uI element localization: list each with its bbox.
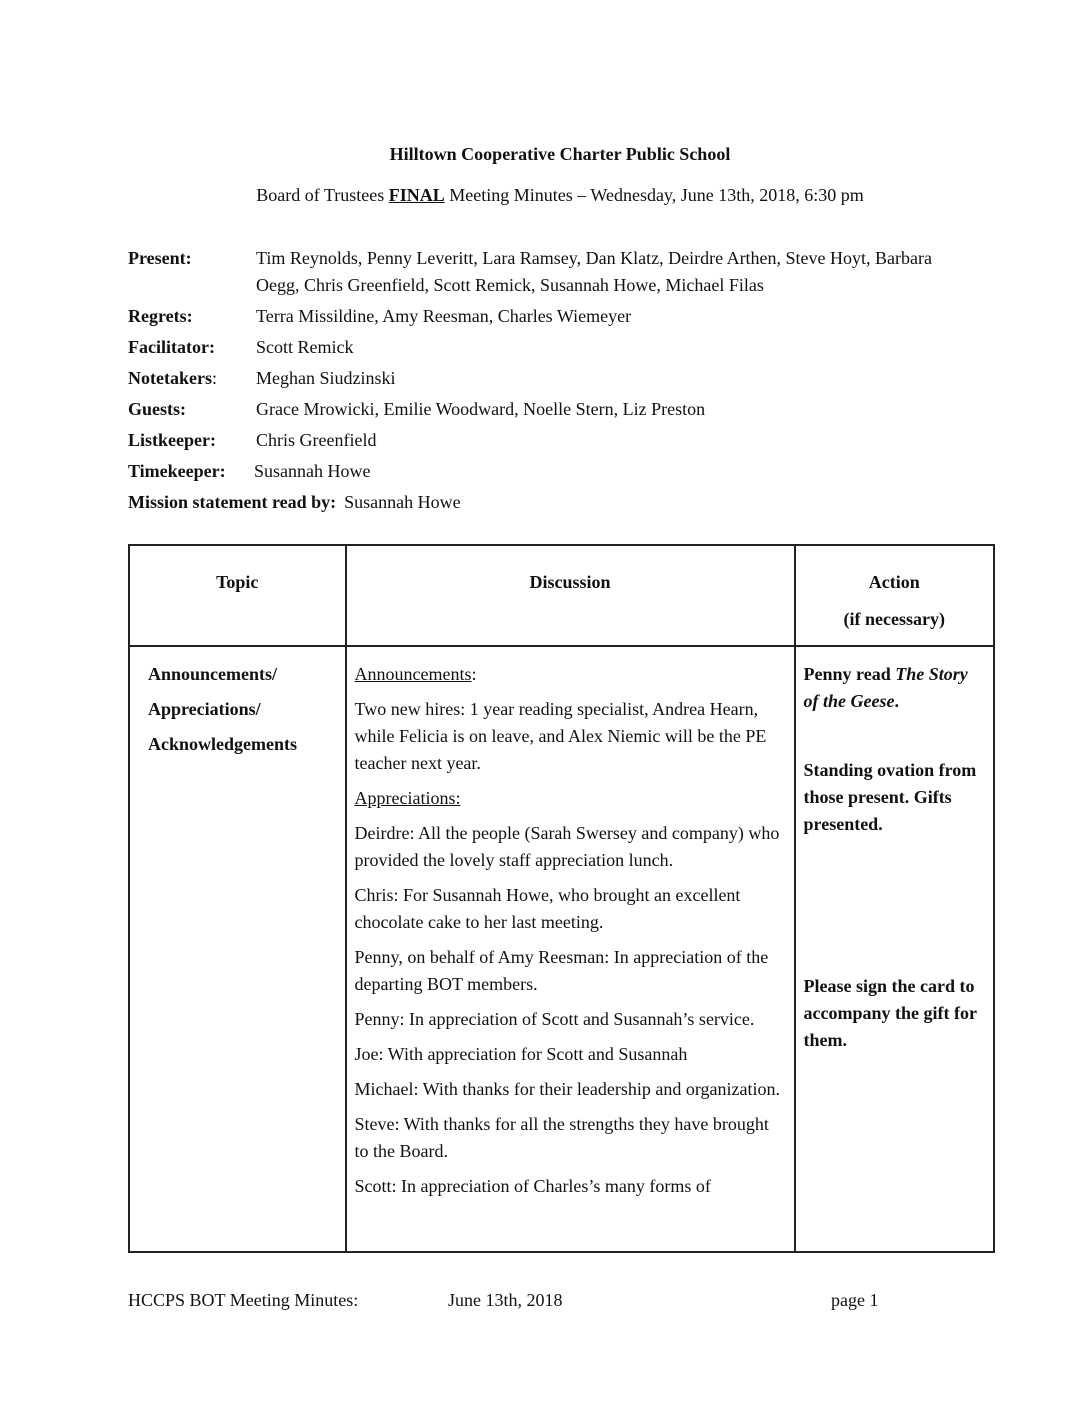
announcements-heading-text: Announcements	[354, 664, 472, 684]
present-label: Present:	[128, 248, 192, 268]
appreciation-item: Scott: In appreciation of Charles’s many forms of	[354, 1176, 711, 1196]
facilitator-row	[128, 334, 958, 361]
subtitle-suffix: Meeting Minutes – Wednesday, June 13th, 2018, 6:30 pm	[444, 185, 864, 205]
notetakers-value: Meghan Siudzinski	[256, 368, 396, 388]
meeting-subtitle	[0, 185, 1088, 206]
header-discussion	[346, 545, 795, 646]
guests-value: Grace Mrowicki, Emilie Woodward, Noelle Stern, Liz Preston	[256, 399, 706, 419]
appreciation-item: Michael: With thanks for their leadership and organization.	[354, 1079, 780, 1099]
subtitle-prefix: Board of Trustees	[256, 185, 389, 205]
regrets-label: Regrets:	[128, 306, 193, 326]
topic-cell	[129, 646, 346, 1252]
topic-line: Acknowledgements	[148, 734, 297, 754]
header-topic-label: Topic	[216, 572, 259, 592]
topic-line: Announcements/	[148, 664, 278, 684]
mission-label: Mission statement read by:	[128, 492, 337, 512]
guests-label: Guests:	[128, 399, 186, 419]
table-row	[129, 646, 994, 1252]
announcements-text: Two new hires: 1 year reading specialist, Andrea Hearn, while Felicia is on leave, and Alex Niemic will be the PE teacher next year.	[354, 699, 767, 773]
timekeeper-value: Susannah Howe	[254, 461, 371, 481]
regrets-value: Terra Missildine, Amy Reesman, Charles Wiemeyer	[256, 306, 632, 326]
listkeeper-value: Chris Greenfield	[256, 430, 377, 450]
announcements-heading	[355, 661, 786, 688]
present-value: Tim Reynolds, Penny Leveritt, Lara Ramsey, Dan Klatz, Deirdre Arthen, Steve Hoyt, Barbara Oegg, Chris Greenfield, Scott Remick, Susannah Howe, Michael Filas	[256, 248, 933, 295]
page-title: Hilltown Cooperative Charter Public School	[389, 144, 731, 164]
notetakers-row	[128, 365, 958, 392]
appreciation-item: Deirdre: All the people (Sarah Swersey and company) who provided the lovely staff appreciation lunch.	[354, 823, 780, 870]
notetakers-label-text: Notetakers	[128, 368, 212, 388]
appreciation-item: Steve: With thanks for all the strengths they have brought to the Board.	[354, 1114, 769, 1161]
appreciations-heading: Appreciations:	[354, 788, 461, 808]
action-story-reading	[804, 661, 987, 715]
final-marker: FINAL	[388, 185, 445, 205]
mission-row	[128, 489, 958, 516]
topic-line: Appreciations/	[148, 699, 261, 719]
notetakers-label	[128, 365, 256, 392]
present-row	[128, 245, 958, 299]
discussion-cell	[346, 646, 795, 1252]
footer-page-number: page 1	[831, 1290, 879, 1310]
listkeeper-row	[128, 427, 958, 454]
header-action-label: Action	[868, 572, 920, 592]
story-title: The Story of the Geese	[803, 664, 968, 711]
appreciation-item: Joe: With appreciation for Scott and Susannah	[354, 1044, 688, 1064]
listkeeper-label: Listkeeper:	[128, 430, 216, 450]
appreciation-item: Chris: For Susannah Howe, who brought an excellent chocolate cake to her last meeting.	[354, 885, 741, 932]
timekeeper-row	[128, 458, 958, 485]
header-action	[795, 545, 994, 646]
header-action-sublabel: (if necessary)	[843, 609, 945, 629]
guests-row	[128, 396, 958, 423]
action-ovation: Standing ovation from those present. Gifts presented.	[803, 760, 977, 834]
action-text: Penny read	[803, 664, 896, 684]
action-sign-card: Please sign the card to accompany the gift for them.	[803, 976, 977, 1050]
action-text-end: .	[894, 691, 899, 711]
appreciation-item: Penny, on behalf of Amy Reesman: In appreciation of the departing BOT members.	[354, 947, 769, 994]
footer-doc-title: HCCPS BOT Meeting Minutes:	[128, 1290, 359, 1310]
header-topic	[129, 545, 346, 646]
facilitator-value: Scott Remick	[256, 337, 354, 357]
facilitator-label: Facilitator:	[128, 337, 215, 357]
attendance-section	[128, 245, 958, 520]
announcements-colon: :	[471, 664, 477, 684]
footer-date: June 13th, 2018	[448, 1290, 563, 1310]
appreciation-item: Penny: In appreciation of Scott and Susannah’s service.	[354, 1009, 755, 1029]
table-header-row	[129, 545, 994, 646]
action-cell	[795, 646, 994, 1252]
notetakers-colon: :	[211, 368, 217, 388]
minutes-table	[128, 544, 995, 1253]
mission-value: Susannah Howe	[344, 492, 461, 512]
header-discussion-label: Discussion	[529, 572, 611, 592]
regrets-row	[128, 303, 958, 330]
timekeeper-label: Timekeeper:	[128, 461, 226, 481]
